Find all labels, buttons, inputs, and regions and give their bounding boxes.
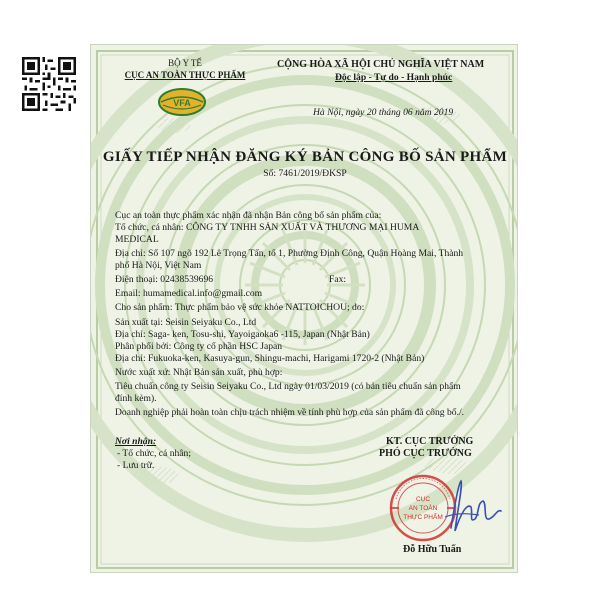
national-motto: Độc lập - Tự do - Hạnh phúc [335,72,453,83]
stamp-line-2: AN TOÀN [408,505,438,512]
address-line2: phố Hà Nội, Việt Nam [115,260,202,271]
standard-line2: đính kèm). [115,393,157,404]
qr-code [22,57,76,111]
handwritten-signature [431,473,511,543]
distributor-address: Địa chỉ: Fukuoka-ken, Kasuya-gun, Shingu-machi, Harigami 1720-2 (Nhật Bản) [115,353,425,364]
stamp-line-1: CỤC [415,496,431,503]
signer-role-deputy: PHÓ CỤC TRƯỞNG [379,448,472,459]
organization-line1: Tổ chức, cá nhân: CÔNG TY TNHH SẢN XUẤT VÀ THƯƠNG MẠI HUMA [115,222,420,233]
address-line1: Địa chỉ: Số 107 ngõ 192 Lê Trọng Tấn, tổ 1, Phường Định Công, Quận Hoàng Mai, Thành [115,248,464,259]
distributor-text: Phân phối bởi: Công ty cổ phần HSC Japan [115,341,283,352]
intro-text: Cục an toàn thực phẩm xác nhận đã nhận Bản công bố sản phẩm của: [115,210,382,221]
responsibility-text: Doanh nghiệp phải hoàn toàn chịu trách nhiệm về tính phù hợp của sản phẩm đã công bố./. [115,407,465,418]
origin-text: Nước xuất xứ: Nhật Bản sản xuất, phù hợp: [115,367,283,378]
department-name: CỤC AN TOÀN THỰC PHẨM [124,70,246,80]
registration-number: Số: 7461/2019/ĐKSP [263,168,347,179]
document-title: GIẤY TIẾP NHẬN ĐĂNG KÝ BẢN CÔNG BỐ SẢN PHẨM [102,149,508,165]
logo-text: VFA [173,98,191,108]
stamp-line-3: THỰC PHẨM [403,514,443,521]
fax-text: Fax: [329,274,347,285]
standard-line1: Tiêu chuẩn công ty Seisin Seiyaku Co., Ltd ngày 01/03/2019 (có bản tiêu chuẩn sản phẩm [115,381,461,392]
product-text: Cho sản phẩm: Thực phẩm bảo vệ sức khỏe NATTOICHOU; do: [115,302,365,313]
manufacturer-address: Địa chỉ: Saga- ken, Tosu-shi, Yayoigaoka6 -115, Japan (Nhật Bản) [115,329,370,340]
country-name: CỘNG HÒA XÃ HỘI CHỦ NGHĨA VIỆT NAM [277,59,485,70]
recipient-item: - Lưu trữ. [117,460,155,471]
signer-name: Đỗ Hữu Tuấn [403,544,462,555]
organization-line2: MEDICAL [115,234,159,245]
email-text: Email: humamedical.info@gmail.com [115,288,263,299]
certificate [90,44,518,573]
recipients-label: Nơi nhận: [115,436,157,447]
place-date: Hà Nội, ngày 20 tháng 06 năm 2019 [313,107,454,118]
phone-text: Điện thoại: 02438539696 [115,274,214,285]
vfa-logo [157,87,207,117]
manufacturer-text: Sản xuất tại: Seisin Seiyaku Co., Ltd [115,317,257,328]
ministry-name: BỘ Y TẾ [168,58,202,68]
signer-role-acting: KT. CỤC TRƯỞNG [386,436,474,447]
recipient-item: - Tổ chức, cá nhân; [117,448,192,459]
